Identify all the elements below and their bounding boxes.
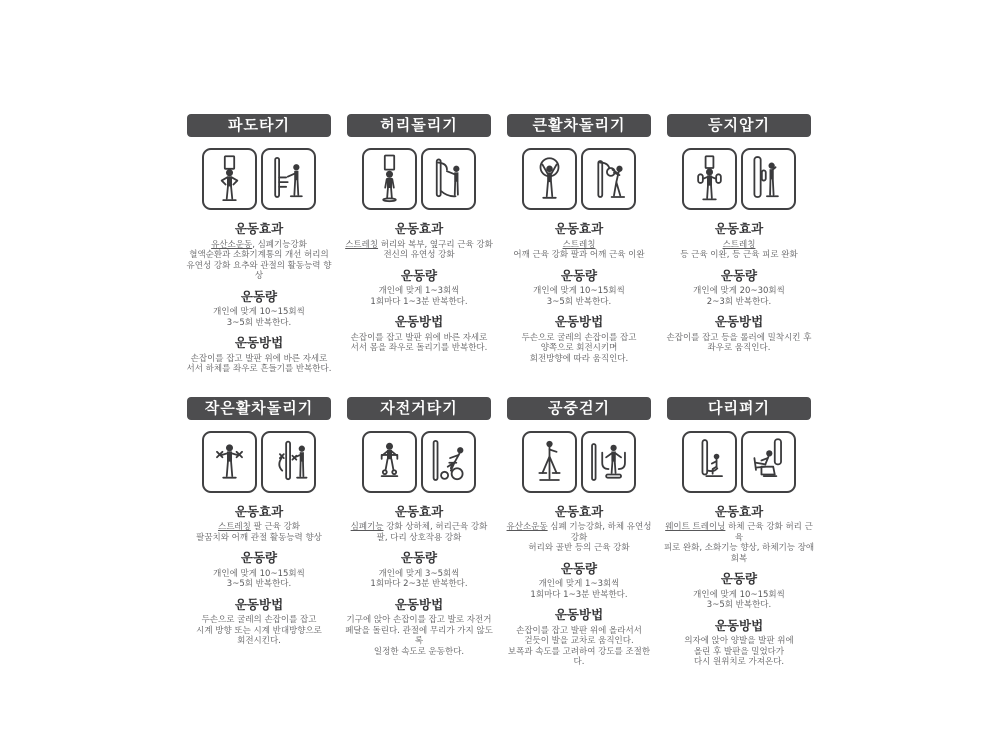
method-description xyxy=(183,354,335,375)
pictogram-box-front xyxy=(202,148,257,210)
effect-line: 유연성 강화 요추와 관절의 활동능력 향상 xyxy=(186,260,332,281)
panel-jajeongeotagi xyxy=(347,397,491,668)
effect-heading: 운동효과 xyxy=(714,503,764,519)
method-heading: 운동방법 xyxy=(554,607,604,622)
panel-title-bar xyxy=(507,397,651,420)
figure-side-bike-pictogram-icon xyxy=(425,436,472,488)
amount-description xyxy=(343,569,495,590)
figure-front-roller-pictogram-icon xyxy=(686,153,733,205)
panel-title-bar xyxy=(347,114,491,137)
panel-title-bar xyxy=(667,114,811,137)
panel-title: 등지압기 xyxy=(708,116,770,134)
method-line: 손잡이를 잡고 발판 위에 올라서서 xyxy=(516,625,642,636)
panel-title: 파도타기 xyxy=(228,116,290,134)
pictogram-box-side xyxy=(741,148,796,210)
effect-description xyxy=(503,522,655,554)
method-line: 손잡이를 잡고 등을 롤러에 밀착시킨 후 xyxy=(666,332,812,343)
panel-gongjunggeotgi xyxy=(507,397,651,668)
amount-line: 개인에 맞게 10~15회씩 xyxy=(213,568,305,579)
effect-line: 어깨 근육 강화 팔과 어깨 근육 이완 xyxy=(513,250,645,260)
amount-description xyxy=(503,579,655,600)
effect-line: 전신의 유연성 강화 xyxy=(383,250,455,260)
panel-keunhwalcha xyxy=(507,114,651,375)
amount-heading: 운동량 xyxy=(560,267,598,283)
method-heading: 운동방법 xyxy=(234,596,284,612)
method-line: 회전시킨다. xyxy=(237,636,281,646)
figure-front-bike-pictogram-icon xyxy=(366,436,413,488)
method-line: 기구에 앉아 손잡이를 잡고 발로 자전거 xyxy=(346,615,492,625)
pictogram-row xyxy=(202,148,316,210)
effect-line xyxy=(183,522,335,533)
amount-line: 2~3회 반복한다. xyxy=(706,296,772,307)
effect-line: 혈액순환과 소화기계통의 개선 허리의 xyxy=(189,250,329,260)
amount-line: 3~5회 반복한다. xyxy=(226,579,292,589)
method-line: 서서 하체를 좌우로 흔들기를 반복한다. xyxy=(186,364,332,374)
effect-line xyxy=(343,522,495,533)
figure-side-equipment-pictogram-icon xyxy=(425,153,472,205)
panel-title: 다리펴기 xyxy=(708,398,770,417)
panel-title: 큰활차돌리기 xyxy=(532,116,626,134)
pictogram-row xyxy=(522,431,636,493)
effect-line-rest: , 심폐기능강화 xyxy=(252,239,307,250)
pictogram-box-side xyxy=(261,431,316,493)
method-line: 두손으로 굴레의 손잡이를 잡고 xyxy=(201,615,317,625)
amount-line: 개인에 맞게 10~15회씩 xyxy=(693,589,785,600)
amount-heading: 운동량 xyxy=(560,560,598,576)
effect-keyword: 심폐기능 xyxy=(350,522,384,532)
effect-line: 허리와 골반 등의 근육 강화 xyxy=(528,543,630,553)
method-line: 보폭과 속도를 고려하여 강도를 조절한다. xyxy=(507,646,651,667)
panel-jageunhwalcha xyxy=(187,397,331,668)
method-line: 좌우로 움직인다. xyxy=(707,343,771,353)
amount-line: 개인에 맞게 10~15회씩 xyxy=(213,307,305,317)
effect-heading: 운동효과 xyxy=(554,503,604,519)
method-heading: 운동방법 xyxy=(554,314,604,329)
figure-front-crank-pictogram-icon xyxy=(206,436,253,488)
figure-side-wheel-pictogram-icon xyxy=(585,153,632,205)
effect-keyword: 스트레칭 xyxy=(562,239,596,250)
method-line: 손잡이를 잡고 발판 위에 바른 자세로 xyxy=(190,353,328,364)
pictogram-box-side xyxy=(581,148,636,210)
effect-line: 피로 완화, 소화기능 향상, 하체기능 장애 회복 xyxy=(663,543,815,564)
amount-heading: 운동량 xyxy=(400,267,438,283)
figure-side-airwalker-pictogram-icon xyxy=(526,436,573,488)
pictogram-box-front xyxy=(362,431,417,493)
effect-line xyxy=(183,240,335,251)
effect-line-rest: 팔 근육 강화 xyxy=(250,522,301,532)
effect-line: 팔, 다리 상호작용 강화 xyxy=(376,532,462,543)
effect-line-rest: 강화 상하체, 허리근육 강화 xyxy=(383,522,488,532)
amount-line: 3~5회 반복한다. xyxy=(546,296,612,307)
pictogram-box-front xyxy=(202,431,257,493)
method-line: 걷듯이 발을 교차로 움직인다. xyxy=(524,636,634,646)
effect-keyword: 유산소운동 xyxy=(506,522,548,532)
figure-front-wheel-pictogram-icon xyxy=(526,153,573,205)
effect-description xyxy=(183,240,335,282)
effect-line-rest: 하체 근육 강화 허리 근육 xyxy=(725,522,813,543)
panel-title-bar xyxy=(187,397,331,420)
amount-line: 1회마다 2~3분 반복한다. xyxy=(370,579,468,589)
method-line: 두손으로 굴레의 손잡이를 잡고 xyxy=(521,332,637,343)
figure-side-crank-pictogram-icon xyxy=(265,436,312,488)
effect-description xyxy=(183,522,335,543)
amount-line: 개인에 맞게 1~3회씩 xyxy=(538,579,620,589)
method-line: 다시 원위치로 가져온다. xyxy=(693,657,785,667)
panel-daripyeogi xyxy=(663,397,815,668)
effect-heading: 운동효과 xyxy=(714,221,764,236)
effect-line: 등 근육 이완, 등 근육 피로 완화 xyxy=(680,250,798,260)
effect-keyword: 스트레칭 xyxy=(722,239,756,250)
method-line: 손잡이를 잡고 발판 위에 바른 자세로 xyxy=(350,332,488,343)
figure-front-pictogram-icon xyxy=(366,153,413,205)
pictogram-row xyxy=(362,431,476,493)
amount-line: 3~5회 반복한다. xyxy=(706,600,772,610)
effect-description xyxy=(343,522,495,543)
effect-keyword: 웨이트 트레이닝 xyxy=(665,522,726,532)
effect-heading: 운동효과 xyxy=(234,503,284,519)
method-line: 의자에 앉아 양발을 발판 위에 xyxy=(684,636,794,646)
effect-heading: 운동효과 xyxy=(394,221,444,236)
effect-keyword: 스트레칭 xyxy=(217,522,251,532)
panel-title-bar xyxy=(507,114,651,137)
amount-heading: 운동량 xyxy=(400,550,438,565)
amount-description xyxy=(663,590,815,611)
method-line: 올린 후 발판을 밀었다가 xyxy=(693,646,785,657)
method-line: 회전방향에 따라 움직인다. xyxy=(529,353,629,364)
effect-heading: 운동효과 xyxy=(554,221,604,236)
method-heading: 운동방법 xyxy=(394,596,444,612)
method-description xyxy=(183,615,335,647)
method-description xyxy=(663,333,815,354)
panel-padotagi xyxy=(187,114,331,375)
amount-line: 개인에 맞게 1~3회씩 xyxy=(378,286,460,296)
amount-description xyxy=(183,307,335,328)
effect-line-rest: 허리와 복부, 옆구리 근육 강화 xyxy=(378,239,493,250)
method-line: 일정한 속도로 운동한다. xyxy=(373,646,465,657)
amount-description xyxy=(343,286,495,307)
amount-heading: 운동량 xyxy=(720,267,758,283)
pictogram-box-front xyxy=(362,148,417,210)
method-line: 페달을 돌린다. 관절에 무리가 가지 않도록 xyxy=(345,625,493,646)
amount-description xyxy=(183,569,335,590)
method-description xyxy=(503,626,655,668)
pictogram-box-front xyxy=(522,148,577,210)
effect-description xyxy=(663,240,815,261)
panel-deungjiapgi xyxy=(667,114,811,375)
method-heading: 운동방법 xyxy=(234,335,284,350)
pictogram-row xyxy=(522,148,636,210)
panel-title-bar xyxy=(347,397,491,420)
method-description xyxy=(343,333,495,354)
amount-line: 3~5회 반복한다. xyxy=(226,317,292,328)
method-heading: 운동방법 xyxy=(714,314,764,329)
effect-line xyxy=(343,240,495,251)
pictogram-box-side xyxy=(261,148,316,210)
figure-side-seat-pictogram-icon xyxy=(686,436,733,488)
panel-title-bar xyxy=(667,397,811,420)
effect-keyword: 유산소운동 xyxy=(211,239,253,250)
pictogram-row xyxy=(362,148,476,210)
panel-title-bar xyxy=(187,114,331,137)
amount-heading: 운동량 xyxy=(240,550,278,565)
method-line: 서서 몸을 좌우로 돌리기를 반복한다. xyxy=(350,343,488,353)
method-description xyxy=(343,615,495,657)
amount-line: 개인에 맞게 10~15회씩 xyxy=(533,286,625,296)
pictogram-box-front xyxy=(682,431,737,493)
amount-description xyxy=(503,286,655,307)
panel-title: 자전거타기 xyxy=(380,398,458,417)
pictogram-box-side xyxy=(421,148,476,210)
method-line: 양쪽으로 회전시키며 xyxy=(540,343,618,353)
amount-description xyxy=(663,286,815,307)
pictogram-box-front xyxy=(682,148,737,210)
figure-side-roller-pictogram-icon xyxy=(745,153,792,205)
effect-line xyxy=(503,522,655,543)
pictogram-box-side xyxy=(421,431,476,493)
method-description xyxy=(503,333,655,365)
amount-line: 1회마다 1~3분 반복한다. xyxy=(370,296,468,307)
panel-title: 허리돌리기 xyxy=(380,116,458,134)
amount-line: 1회마다 1~3분 반복한다. xyxy=(530,589,628,600)
method-heading: 운동방법 xyxy=(714,617,764,633)
panel-title: 작은활차돌리기 xyxy=(204,398,314,417)
effect-description xyxy=(343,240,495,261)
effect-line xyxy=(663,522,815,543)
amount-line: 개인에 맞게 3~5회씩 xyxy=(378,568,460,579)
pictogram-row xyxy=(682,431,796,493)
effect-line: 팔꿈치와 어깨 관절 활동능력 향상 xyxy=(196,532,322,543)
effect-line xyxy=(503,240,655,251)
figure-side-equipment-pictogram-icon xyxy=(265,153,312,205)
effect-heading: 운동효과 xyxy=(394,503,444,519)
amount-heading: 운동량 xyxy=(720,571,758,586)
pictogram-row xyxy=(682,148,796,210)
effect-keyword: 스트레칭 xyxy=(345,239,379,250)
method-line: 시계 방향 또는 시계 반대방향으로 xyxy=(196,625,322,636)
effect-description xyxy=(503,240,655,261)
method-heading: 운동방법 xyxy=(394,314,444,329)
effect-line xyxy=(663,240,815,251)
effect-heading: 운동효과 xyxy=(234,221,284,236)
panel-heoridolligi xyxy=(347,114,491,375)
figure-side-legpress-pictogram-icon xyxy=(745,436,792,488)
effect-description xyxy=(663,522,815,564)
pictogram-box-side xyxy=(581,431,636,493)
pictogram-box-front xyxy=(522,431,577,493)
effect-line-rest: 심폐 기능강화, 하체 유연성 강화 xyxy=(547,522,652,543)
panels-grid xyxy=(186,114,815,668)
figure-front-airwalker-pictogram-icon xyxy=(585,436,632,488)
pictogram-row xyxy=(202,431,316,493)
panel-title: 공중걷기 xyxy=(548,398,610,417)
amount-line: 개인에 맞게 20~30회씩 xyxy=(693,286,785,296)
figure-front-pictogram-icon xyxy=(206,153,253,205)
pictogram-box-side xyxy=(741,431,796,493)
amount-heading: 운동량 xyxy=(240,288,278,304)
method-description xyxy=(663,636,815,668)
